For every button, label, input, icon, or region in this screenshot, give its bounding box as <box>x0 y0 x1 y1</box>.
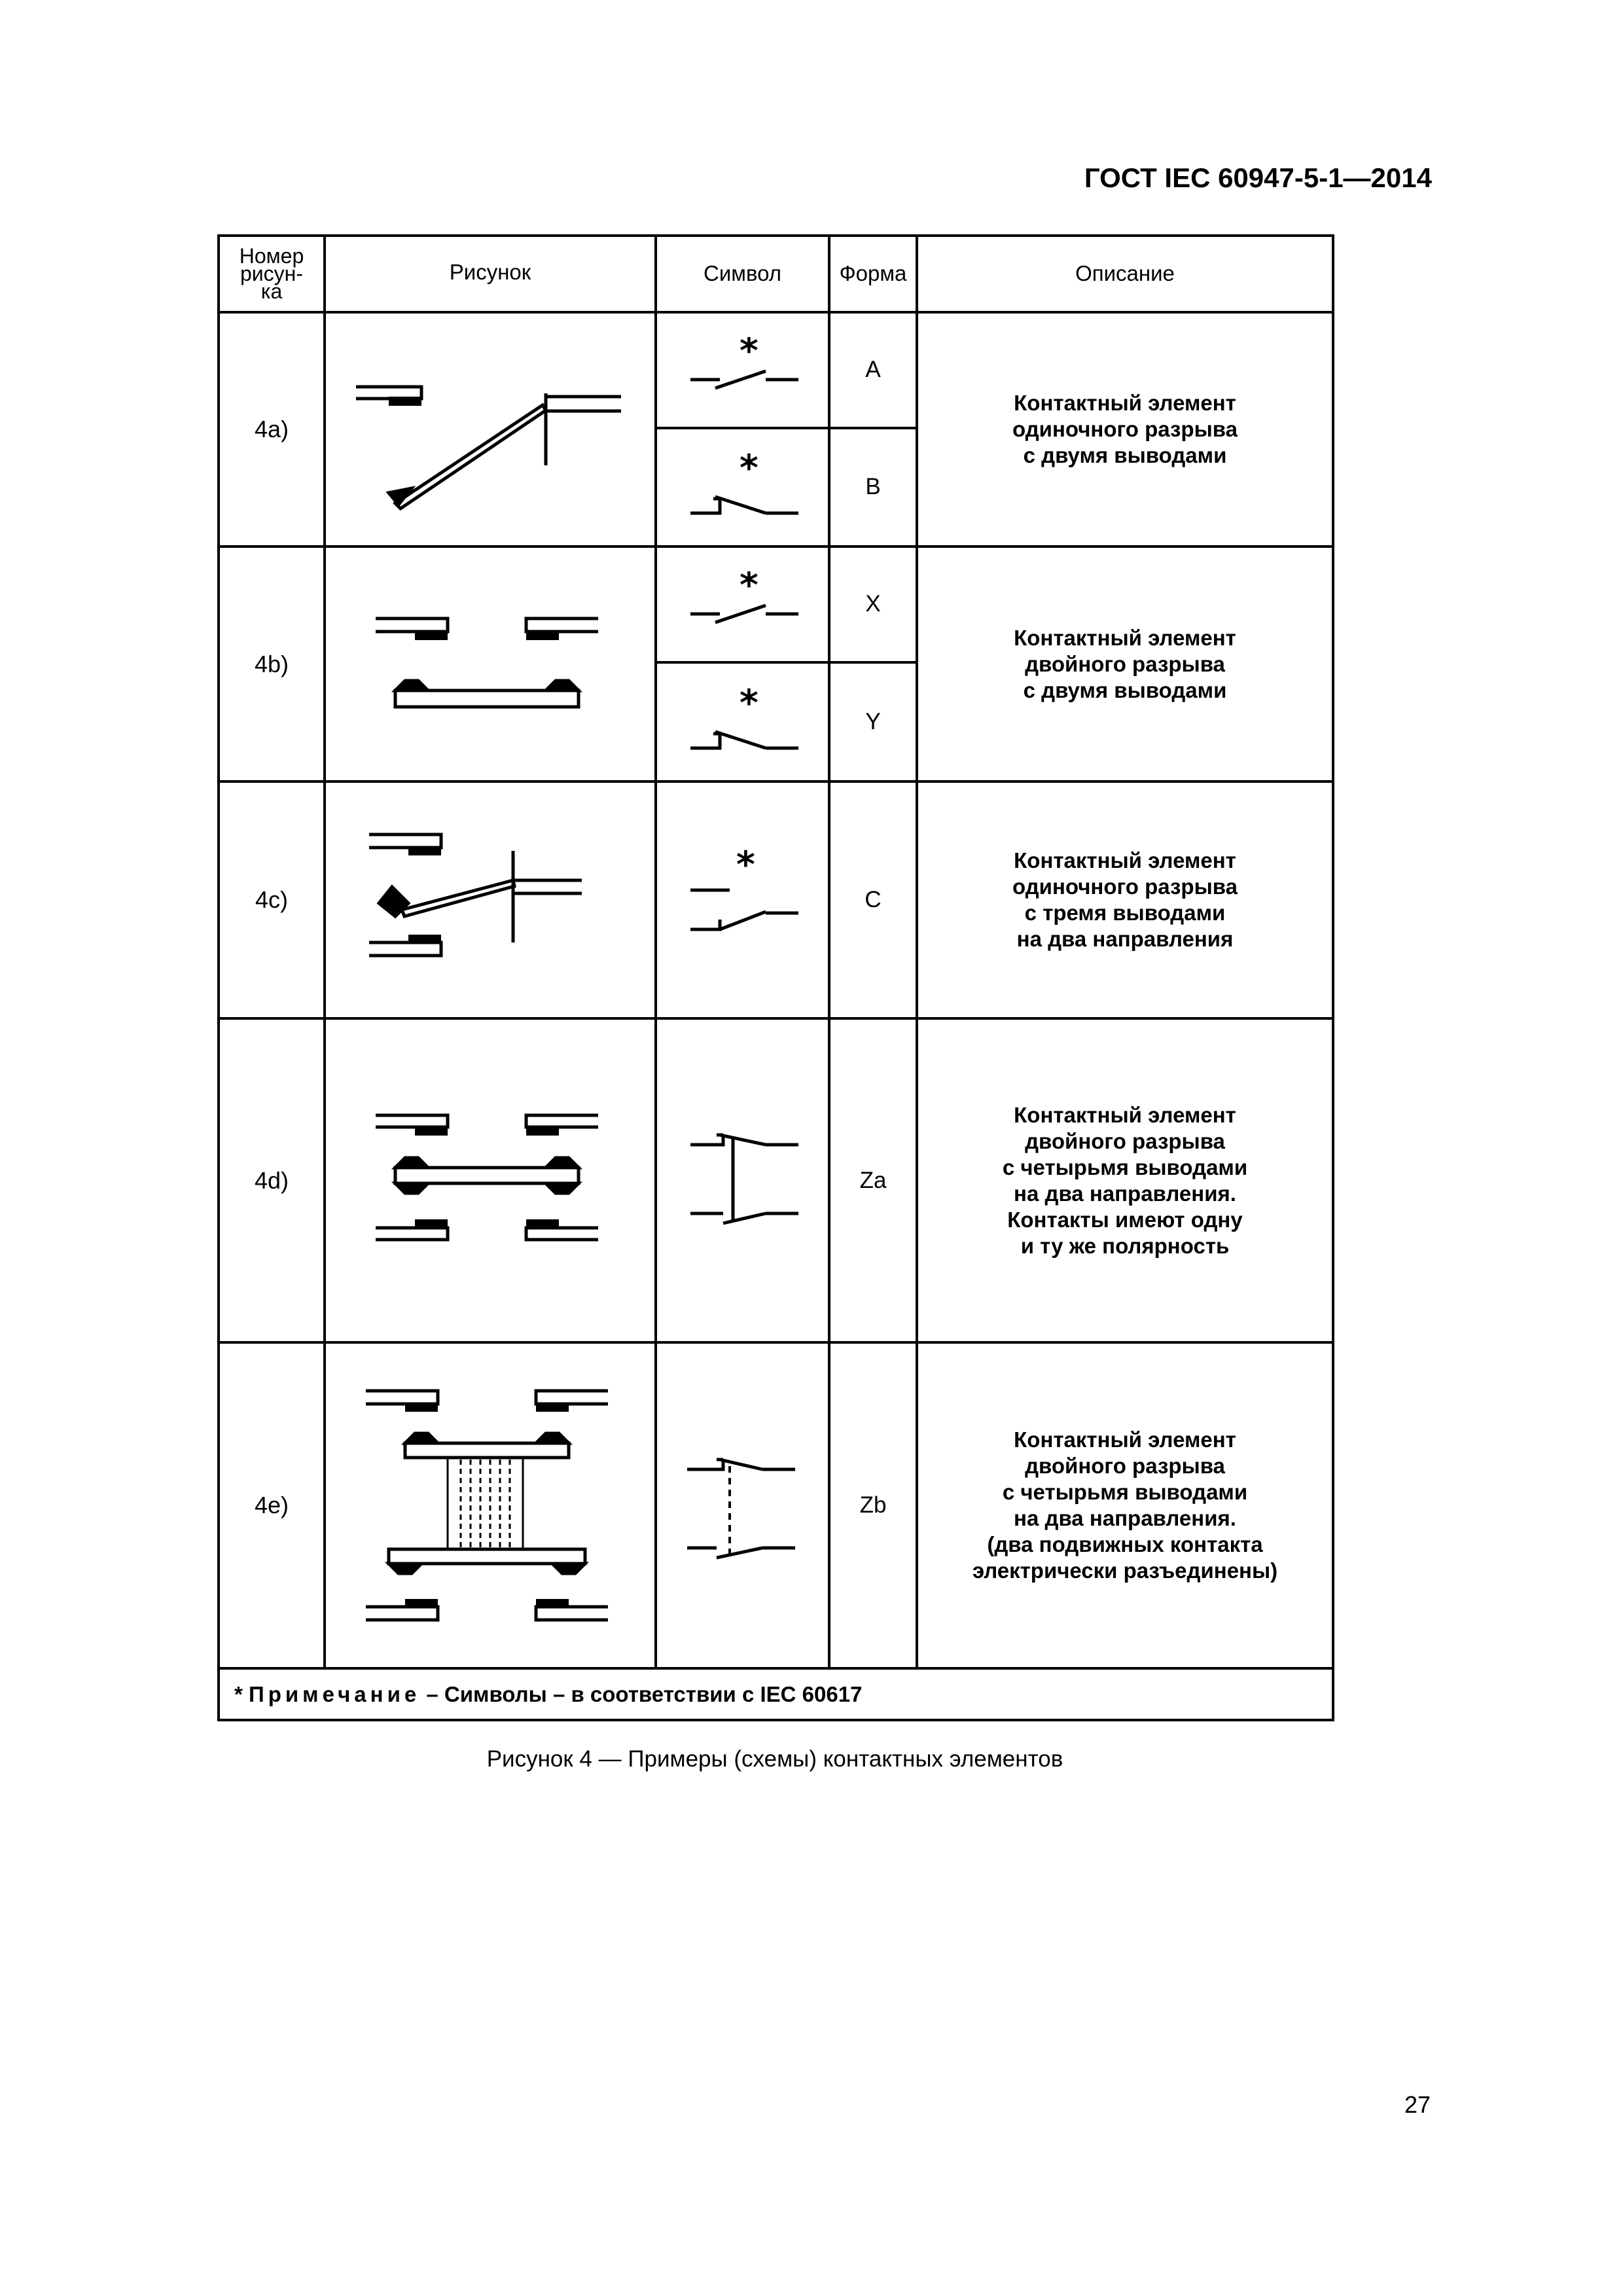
symbol-make-contact-with-stop <box>677 451 808 523</box>
description-line: Контактный элемент <box>1014 848 1236 873</box>
form-cell: A <box>829 312 917 428</box>
table-row <box>219 1342 1333 1668</box>
symbol-make-contact <box>677 337 808 403</box>
symbol-double-contact-isolated <box>677 1443 808 1568</box>
symbol-cell <box>656 781 829 1018</box>
figure-caption: Рисунок 4 — Примеры (схемы) контактных элементов <box>486 1746 1063 1772</box>
symbol-asterisk: * <box>739 337 758 372</box>
description-line: Контакты имеют одну <box>1007 1207 1243 1232</box>
table-row <box>219 1018 1333 1342</box>
description-cell <box>917 1018 1333 1342</box>
row-number: 4a) <box>219 312 325 547</box>
description-line: одиночного разрыва <box>1012 416 1238 441</box>
symbol-asterisk: * <box>739 571 758 607</box>
figure-cell <box>325 1018 656 1342</box>
figure-4d-drawing <box>349 1109 631 1253</box>
symbol-changeover-contact <box>677 841 808 959</box>
figure-cell <box>325 781 656 1018</box>
row-number: 4b) <box>219 547 325 781</box>
form-cell: Za <box>829 1018 917 1342</box>
symbol-asterisk: * <box>739 451 758 490</box>
form-cell: Zb <box>829 1342 917 1668</box>
description-line: двойного разрыва <box>1025 1454 1225 1479</box>
row-number: 4e) <box>219 1342 325 1668</box>
description-line: на два направления. <box>1014 1506 1236 1531</box>
table-header-row <box>219 236 1333 312</box>
header-description: Описание <box>917 236 1333 312</box>
header-number-line: ка <box>260 279 283 303</box>
description-cell <box>917 781 1333 1018</box>
description-line: электрически разъединены) <box>972 1558 1278 1583</box>
figure-4a-drawing <box>349 348 631 511</box>
note-marker: * <box>234 1681 243 1706</box>
symbol-cell <box>656 547 829 662</box>
symbol-cell <box>656 312 829 428</box>
row-number: 4c) <box>219 781 325 1018</box>
description-line: с двумя выводами <box>1023 677 1227 702</box>
header-form: Форма <box>829 236 917 312</box>
description-line: двойного разрыва <box>1025 1128 1225 1153</box>
note-row <box>219 1668 1333 1720</box>
page-number: 27 <box>1404 2091 1431 2118</box>
form-cell: Y <box>829 662 917 781</box>
figure-cell <box>325 312 656 547</box>
description-line: одиночного разрыва <box>1012 874 1238 899</box>
header-figure: Рисунок <box>325 236 656 312</box>
symbol-double-contact-linked <box>677 1119 808 1243</box>
description-cell <box>917 547 1333 781</box>
figure-4e-drawing <box>349 1381 631 1630</box>
header-symbol: Символ <box>656 236 829 312</box>
symbol-asterisk: * <box>739 686 758 725</box>
form-cell: B <box>829 428 917 547</box>
table-row <box>219 312 1333 428</box>
contact-elements-table <box>217 234 1334 1721</box>
description-line: с четырьмя выводами <box>1002 1155 1248 1179</box>
description-line: с тремя выводами <box>1024 901 1226 925</box>
description-line: с двумя выводами <box>1023 442 1227 467</box>
description-cell <box>917 1342 1333 1668</box>
table-row <box>219 781 1333 1018</box>
description-line: Контактный элемент <box>1014 625 1236 650</box>
description-cell <box>917 312 1333 547</box>
form-cell: C <box>829 781 917 1018</box>
figure-4c-drawing <box>349 825 631 975</box>
header-number-line: рисун- <box>240 261 303 285</box>
header-number <box>219 236 325 312</box>
description-line: Контактный элемент <box>1014 1427 1236 1452</box>
form-cell: X <box>829 547 917 662</box>
figure-cell <box>325 1342 656 1668</box>
header-number-line: Номер <box>239 243 304 268</box>
figure-cell <box>325 547 656 781</box>
description-line: (два подвижных контакта <box>987 1532 1263 1557</box>
note-label: Примечание <box>249 1681 421 1706</box>
figure-4b-drawing <box>349 599 631 730</box>
symbol-make-contact <box>677 571 808 637</box>
symbol-asterisk: * <box>736 844 755 886</box>
symbol-cell <box>656 662 829 781</box>
symbol-cell <box>656 428 829 547</box>
description-line: на два направления. <box>1014 1181 1236 1206</box>
description-line: Контактный элемент <box>1014 1102 1236 1127</box>
symbol-make-contact-with-stop <box>677 686 808 758</box>
description-line: на два направления <box>1016 927 1234 952</box>
note-cell <box>219 1668 1333 1720</box>
description-line: с четырьмя выводами <box>1002 1480 1248 1505</box>
description-line: и ту же полярность <box>1020 1233 1230 1258</box>
description-line: двойного разрыва <box>1025 651 1225 676</box>
description-line: Контактный элемент <box>1014 390 1236 415</box>
note-text: – Символы – в соответствии с IEC 60617 <box>426 1681 863 1706</box>
table-row <box>219 547 1333 662</box>
symbol-cell <box>656 1342 829 1668</box>
standard-header: ГОСТ IEC 60947-5-1—2014 <box>1084 162 1432 193</box>
symbol-cell <box>656 1018 829 1342</box>
row-number: 4d) <box>219 1018 325 1342</box>
